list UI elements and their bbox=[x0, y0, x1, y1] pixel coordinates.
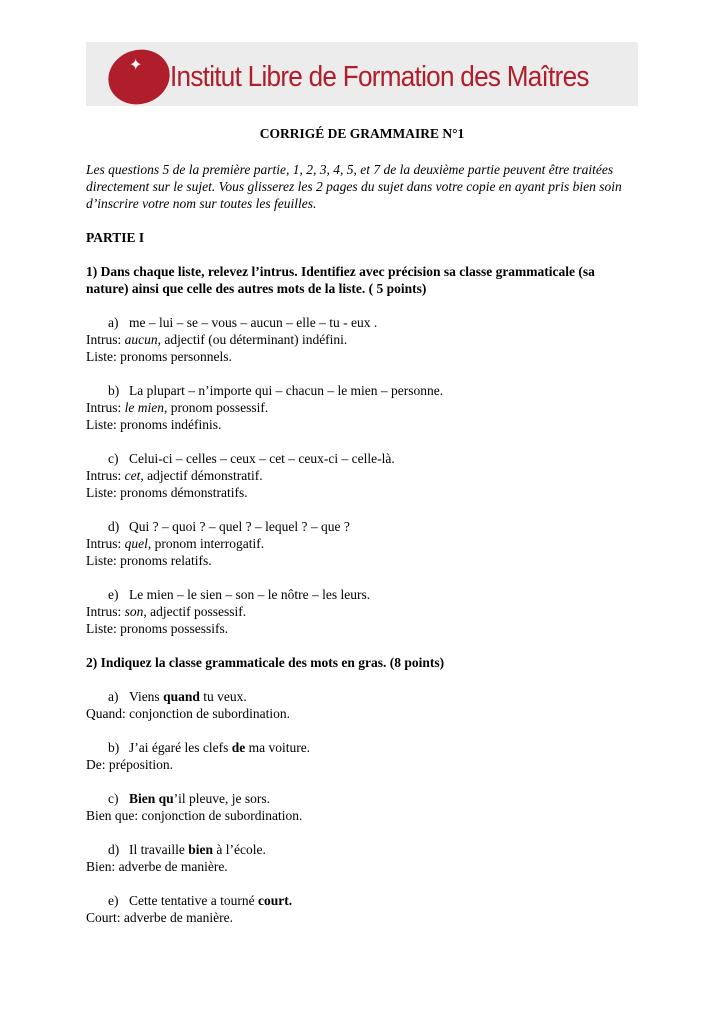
list-item bbox=[86, 382, 638, 433]
intrus-class: , pronom possessif. bbox=[164, 400, 269, 415]
intrus-class: , pronom interrogatif. bbox=[147, 536, 265, 551]
intrus-word: le mien bbox=[124, 400, 164, 415]
item-letter: b) bbox=[108, 383, 120, 398]
liste-class: pronoms relatifs. bbox=[120, 553, 212, 568]
bold-word: court. bbox=[257, 893, 293, 908]
list-item bbox=[86, 518, 638, 569]
liste-class: pronoms personnels. bbox=[120, 349, 232, 364]
bold-word: quand bbox=[163, 689, 200, 704]
list-item bbox=[86, 314, 638, 365]
answer: Court: adverbe de manière. bbox=[86, 910, 233, 925]
word-list: Celui-ci – celles – ceux – cet – ceux-ci – celle-là. bbox=[129, 451, 395, 466]
word-list: Qui ? – quoi ? – quel ? – lequel ? – que ? bbox=[129, 519, 350, 534]
item-letter: d) bbox=[108, 519, 120, 534]
intrus-label: Intrus: bbox=[86, 400, 125, 415]
document-title: CORRIGÉ DE GRAMMAIRE N°1 bbox=[259, 126, 465, 141]
sentence-after: ’il pleuve, je sors. bbox=[173, 791, 271, 806]
list-item bbox=[86, 450, 638, 501]
list-item bbox=[86, 892, 638, 926]
bold-word: Bien qu bbox=[129, 791, 174, 806]
item-letter: e) bbox=[108, 893, 119, 908]
word-list: me – lui – se – vous – aucun – elle – tu - eux . bbox=[129, 315, 378, 330]
answer: De: préposition. bbox=[86, 757, 173, 772]
liste-class: pronoms indéfinis. bbox=[120, 417, 222, 432]
answer: Bien: adverbe de manière. bbox=[86, 859, 228, 874]
liste-label: Liste: bbox=[86, 417, 121, 432]
header-banner bbox=[86, 42, 638, 106]
question-2-items bbox=[86, 688, 638, 926]
question-1-heading: 1) Dans chaque liste, relevez l’intrus. Identifiez avec précision sa classe grammaticale (sa nature) ainsi que celle des autres mots de la liste. ( 5 points) bbox=[86, 264, 595, 296]
item-letter: c) bbox=[108, 791, 119, 806]
list-item bbox=[86, 790, 638, 824]
sentence-after: ma voiture. bbox=[245, 740, 311, 755]
liste-label: Liste: bbox=[86, 485, 121, 500]
intro-paragraph: Les questions 5 de la première partie, 1, 2, 3, 4, 5, et 7 de la deuxième partie peuvent être traitées directement sur le sujet. Vous glisserez les 2 pages du sujet dans votre copie en ayant pris bien soin d’inscrire votre nom sur toutes les feuilles. bbox=[86, 162, 622, 211]
list-item bbox=[86, 739, 638, 773]
intrus-label: Intrus: bbox=[86, 332, 125, 347]
list-item bbox=[86, 688, 638, 722]
sentence-before: Cette tentative a tourné bbox=[129, 893, 258, 908]
liste-label: Liste: bbox=[86, 349, 121, 364]
intrus-class: , adjectif (ou déterminant) indéfini. bbox=[157, 332, 348, 347]
bold-word: de bbox=[231, 740, 246, 755]
item-letter: d) bbox=[108, 842, 120, 857]
list-item bbox=[86, 586, 638, 637]
list-item bbox=[86, 841, 638, 875]
question-2-heading: 2) Indiquez la classe grammaticale des mots en gras. (8 points) bbox=[86, 655, 445, 670]
bold-word: bien bbox=[188, 842, 213, 857]
item-letter: a) bbox=[108, 315, 119, 330]
logo-emblem bbox=[101, 42, 177, 106]
document-page bbox=[86, 42, 638, 926]
item-letter: c) bbox=[108, 451, 119, 466]
part-heading: PARTIE I bbox=[86, 230, 145, 245]
item-letter: e) bbox=[108, 587, 119, 602]
brand-name: Institut Libre de Formation des Maîtres bbox=[170, 61, 589, 93]
liste-class: pronoms possessifs. bbox=[120, 621, 229, 636]
word-list: La plupart – n’importe qui – chacun – le mien – personne. bbox=[129, 383, 444, 398]
liste-label: Liste: bbox=[86, 621, 121, 636]
intrus-label: Intrus: bbox=[86, 468, 125, 483]
answer: Quand: conjonction de subordination. bbox=[86, 706, 290, 721]
sentence-after: à l’école. bbox=[213, 842, 266, 857]
intrus-label: Intrus: bbox=[86, 536, 125, 551]
intrus-word: quel bbox=[124, 536, 148, 551]
sentence-before: Il travaille bbox=[129, 842, 189, 857]
answer: Bien que: conjonction de subordination. bbox=[86, 808, 303, 823]
sentence-before: Viens bbox=[129, 689, 164, 704]
intrus-label: Intrus: bbox=[86, 604, 125, 619]
item-letter: a) bbox=[108, 689, 119, 704]
question-1-items bbox=[86, 314, 638, 637]
word-list: Le mien – le sien – son – le nôtre – les leurs. bbox=[129, 587, 371, 602]
sentence-after: tu veux. bbox=[199, 689, 247, 704]
intrus-word: aucun bbox=[124, 332, 158, 347]
item-letter: b) bbox=[108, 740, 120, 755]
liste-class: pronoms démonstratifs. bbox=[120, 485, 248, 500]
intrus-class: , adjectif démonstratif. bbox=[140, 468, 263, 483]
intrus-class: , adjectif possessif. bbox=[143, 604, 247, 619]
intrus-word: cet bbox=[124, 468, 141, 483]
sentence-before: J’ai égaré les clefs bbox=[129, 740, 232, 755]
star-icon: ✦ bbox=[129, 57, 143, 74]
intrus-word: son bbox=[124, 604, 144, 619]
liste-label: Liste: bbox=[86, 553, 121, 568]
